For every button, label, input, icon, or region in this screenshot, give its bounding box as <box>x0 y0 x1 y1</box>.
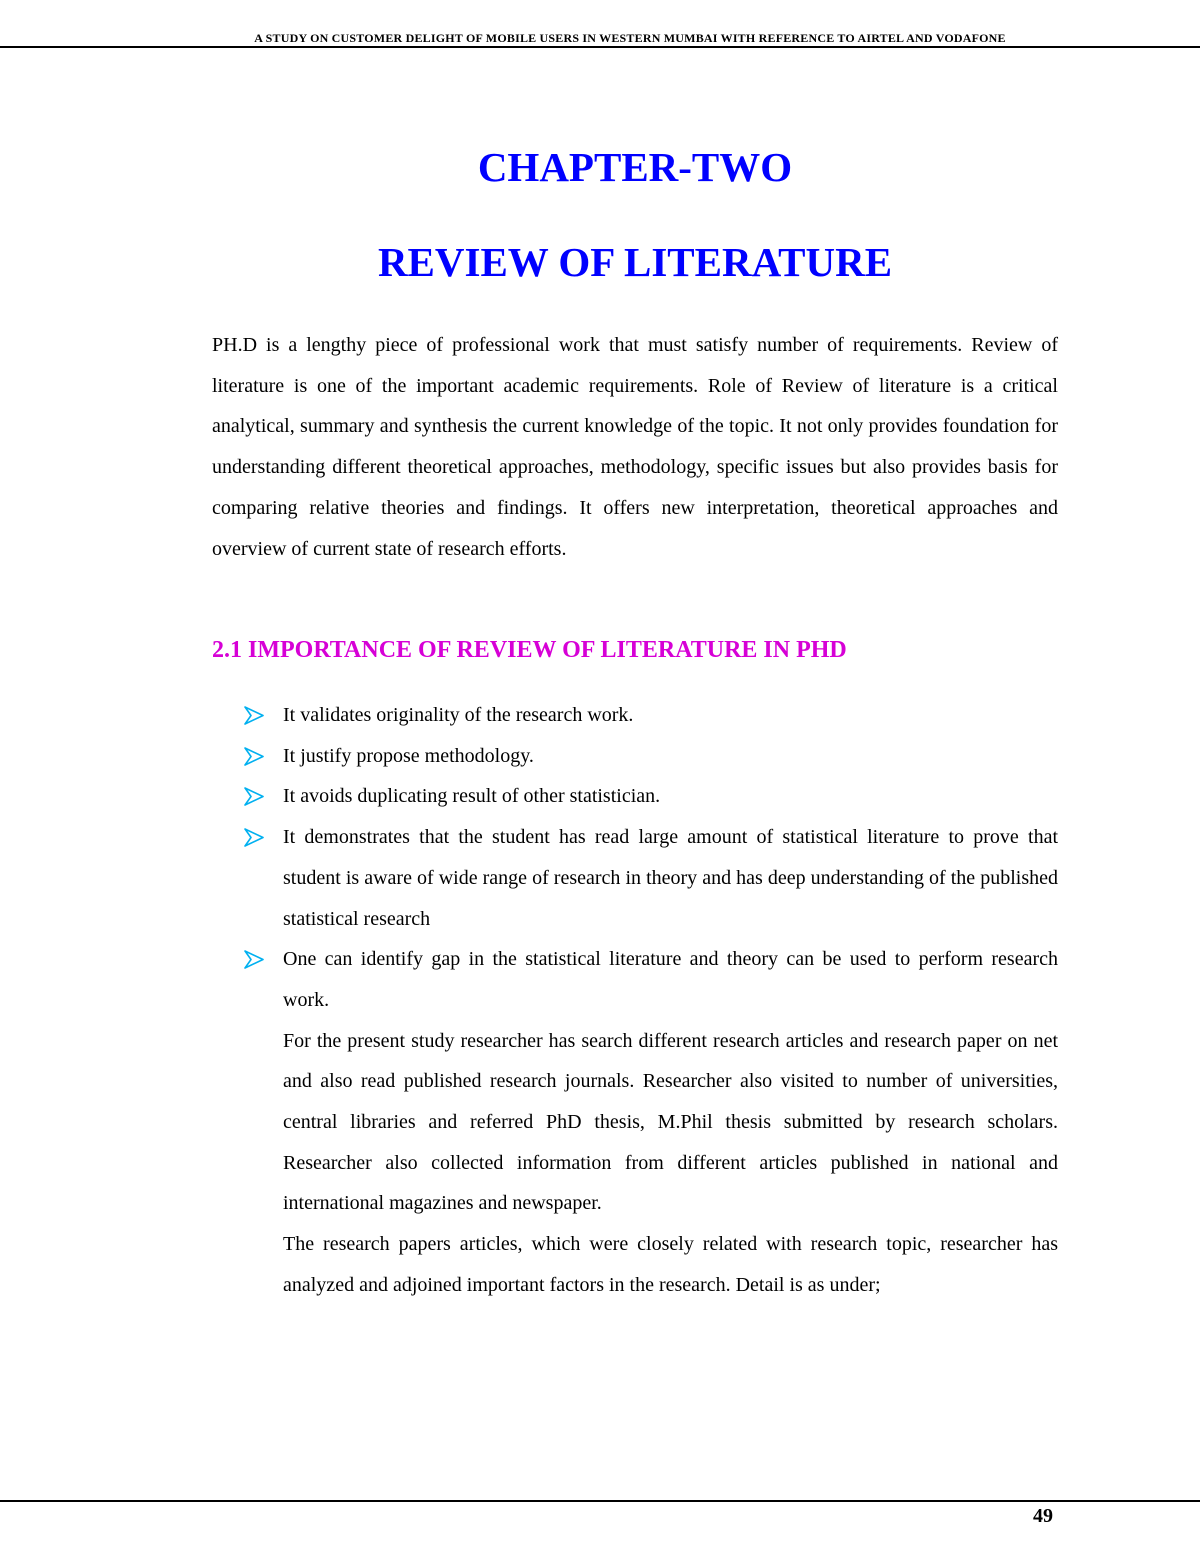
list-item <box>244 817 1058 939</box>
list-item <box>244 695 1058 736</box>
arrowhead-bullet-icon <box>244 747 264 766</box>
running-header: A STUDY ON CUSTOMER DELIGHT OF MOBILE USERS IN WESTERN MUMBAI WITH REFERENCE TO AIRTEL AND VODAFONE <box>254 31 1006 45</box>
body-paragraph: The research papers articles, which were closely related with research topic, researcher has analyzed and adjoined important factors in the research. Detail is as under; <box>283 1233 1058 1296</box>
importance-list <box>244 695 1058 1306</box>
arrowhead-bullet-icon <box>244 706 264 725</box>
footer-rule <box>0 1500 1200 1502</box>
arrowhead-bullet-icon <box>244 787 264 806</box>
chapter-title-heading: REVIEW OF LITERATURE <box>377 239 893 285</box>
list-item <box>244 939 1058 1020</box>
list-item-text: One can identify gap in the statistical literature and theory can be used to perform research work. <box>283 948 1058 1011</box>
list-item <box>244 736 1058 777</box>
list-item-text: It validates originality of the research work. <box>283 704 634 726</box>
section-heading: 2.1 IMPORTANCE OF REVIEW OF LITERATURE IN PHD <box>212 637 847 663</box>
list-item-text: It avoids duplicating result of other statistician. <box>283 785 661 808</box>
page-number: 49 <box>1033 1505 1053 1527</box>
arrowhead-bullet-icon <box>244 828 264 847</box>
arrowhead-bullet-icon <box>244 950 264 969</box>
list-item <box>244 776 1058 817</box>
chapter-number-heading: CHAPTER-TWO <box>477 144 793 190</box>
header-rule <box>0 46 1200 48</box>
body-paragraph: For the present study researcher has search different research articles and research paper on net and also read published research journals. Researcher also visited to number of universities, central libraries and referred PhD thesis, M.Phil thesis submitted by research scholars. Researcher also collected information from different articles published in national and international magazines and newspaper. <box>283 1029 1058 1215</box>
list-item-text: It justify propose methodology. <box>283 744 534 767</box>
list-item-text: It demonstrates that the student has read large amount of statistical literature to prove that student is aware of wide range of research in theory and has deep understanding of the published statistical research <box>283 826 1058 930</box>
continuation-block <box>244 1021 1058 1306</box>
intro-paragraph: PH.D is a lengthy piece of professional work that must satisfy number of requirements. Review of literature is one of the important academic requirements. Role of Review of literature is a critical analytical, summary and synthesis the current knowledge of the topic. It not only provides foundation for understanding different theoretical approaches, methodology, specific issues but also provides basis for comparing relative theories and findings. It offers new interpretation, theoretical approaches and overview of current state of research efforts. <box>212 334 1058 560</box>
